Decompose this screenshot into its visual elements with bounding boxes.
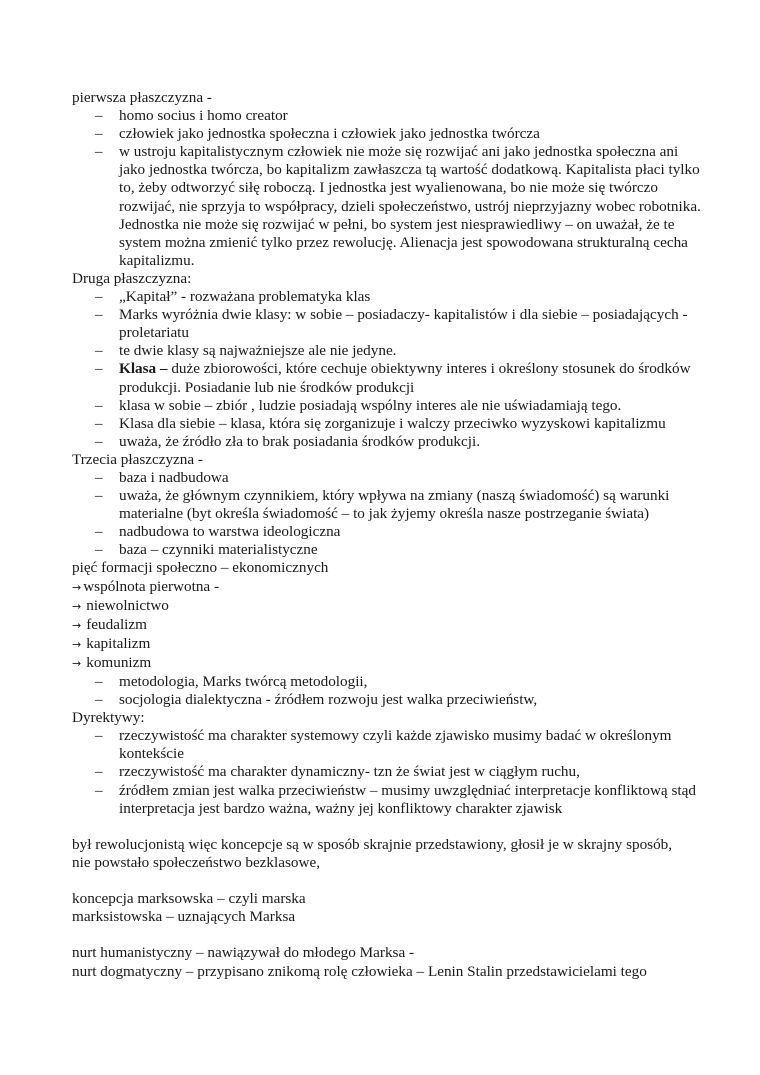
paragraph-line: marksistowska – uznających Marksa — [72, 908, 296, 926]
paragraph-line: był rewolucjonistą więc koncepcje są w sposób skrajnie przedstawiony, głosił je w skrajny sposób, — [72, 835, 673, 853]
dash-bullet-icon: – — [95, 432, 103, 450]
dash-bullet-icon: – — [95, 107, 103, 125]
arrow-right-icon: → — [72, 637, 82, 651]
directives-list — [72, 727, 702, 817]
list-item: – źródłem zmian jest walka przeciwieństw – musimy uwzględniać interpretacje konfliktową stąd interpretacja jest bardzo ważna, ważny jej konfliktowy charakter zjawisk — [95, 781, 696, 817]
dash-bullet-icon: – — [95, 781, 103, 799]
dash-bullet-icon: – — [95, 396, 103, 414]
section-heading-trzecia: Trzecia płaszczyzna - — [72, 450, 203, 468]
blank-line — [72, 926, 702, 944]
dash-bullet-icon: – — [95, 143, 103, 161]
list-item: – baza i nadbudowa — [95, 468, 229, 486]
formation-item: → kapitalizm — [72, 635, 702, 654]
dash-bullet-icon: – — [95, 523, 103, 541]
directives-heading: Dyrektywy: — [72, 709, 145, 727]
list-item: – baza – czynniki materialistyczne — [95, 541, 318, 559]
dash-bullet-icon: – — [95, 360, 103, 378]
list-item: – „Kapitał” - rozważana problematyka klas — [95, 288, 371, 306]
list-item: – w ustroju kapitalistycznym człowiek nie może się rozwijać ani jako jednostka społeczna ani jako jednostka twórcza, bo kapitalizm zawłaszcza tą wartość dodatkową. Kapitalista płaci tylko to, żeby odtworzyć siłę roboczą. I jednostka jest wyalienowana, bo nie może się twórczo rozwijać, nie sprzyja to współpracy, dzieli społeczeństwo, ustrój nieprzyjazny wobec robotnika. Jednostka nie może się rozwijać w pełni, bo system jest niesprawiedliwy – on uważał, że te system można zmienić tylko przez rewolucję. Alienacja jest spowodowana strukturalną cecha kapitalizmu. — [95, 143, 701, 269]
paragraph-line: nie powstało społeczeństwo bezklasowe, — [72, 853, 320, 871]
arrow-right-icon: → — [72, 656, 82, 670]
paragraph-line: nurt dogmatyczny – przypisano znikomą rolę człowieka – Lenin Stalin przedstawicielami tego — [72, 962, 647, 980]
formations-heading: pięć formacji społeczno – ekonomicznych — [72, 559, 329, 577]
list-item: – rzeczywistość ma charakter dynamiczny- tzn że świat jest w ciągłym ruchu, — [95, 763, 580, 781]
dash-bullet-icon: – — [95, 288, 103, 306]
section-heading-pierwsza: pierwsza płaszczyzna - — [72, 89, 212, 106]
formations-sub-list — [72, 673, 702, 709]
arrow-right-icon: → — [72, 599, 82, 613]
dash-bullet-icon: – — [95, 342, 103, 360]
dash-bullet-icon: – — [95, 306, 103, 324]
dash-bullet-icon: – — [95, 763, 103, 781]
list-item: – rzeczywistość ma charakter systemowy czyli każde zjawisko musimy badać w określonym kontekście — [95, 727, 672, 763]
list-item: – Klasa dla siebie – klasa, która się zorganizuje i walczy przeciwko wyzyskowi kapitalizmu — [95, 414, 666, 432]
dash-bullet-icon: – — [95, 673, 103, 690]
section1-list — [72, 107, 702, 270]
formation-item: → komunizm — [72, 654, 702, 673]
paragraph-line: nurt humanistyczny – nawiązywał do młodego Marksa - — [72, 944, 415, 962]
blank-line — [72, 818, 702, 836]
formation-item: → niewolnictwo — [72, 597, 702, 616]
list-item-klasa-definition: – Klasa – duże zbiorowości, które cechuje obiektywny interes i określony stosunek do środków produkcji. Posiadanie lub nie środków produkcji — [95, 360, 691, 396]
list-item: – uważa, że głównym czynnikiem, który wpływa na zmiany (naszą świadomość) są warunki materialne (byt określa świadomość – to jak żyjemy określa nasze postrzeganie świata) — [95, 487, 670, 523]
dash-bullet-icon: – — [95, 487, 103, 505]
formation-item: → wspólnota pierwotna - — [72, 578, 702, 597]
list-item: – uważa, że źródło zła to brak posiadania środków produkcji. — [95, 432, 480, 450]
list-item: – człowiek jako jednostka społeczna i człowiek jako jednostka twórcza — [95, 125, 540, 143]
formation-item: → feudalizm — [72, 616, 702, 635]
paragraph-line: koncepcja marksowska – czyli marska — [72, 890, 306, 908]
section3-list — [72, 469, 702, 559]
dash-bullet-icon: – — [95, 691, 103, 709]
list-item: – metodologia, Marks twórcą metodologii, — [95, 673, 368, 690]
list-item: – nadbudowa to warstwa ideologiczna — [95, 523, 341, 541]
dash-bullet-icon: – — [95, 414, 103, 432]
document-page — [72, 89, 702, 981]
arrow-right-icon: → — [72, 580, 82, 594]
dash-bullet-icon: – — [95, 727, 103, 745]
section-heading-druga: Druga płaszczyzna: — [72, 269, 192, 287]
list-item: – homo socius i homo creator — [95, 107, 288, 125]
list-item: – te dwie klasy są najważniejsze ale nie jedyne. — [95, 342, 397, 360]
blank-line — [72, 872, 702, 890]
list-item: – Marks wyróżnia dwie klasy: w sobie – posiadaczy- kapitalistów i dla siebie – posiadających - proletariatu — [95, 306, 688, 342]
dash-bullet-icon: – — [95, 468, 103, 486]
dash-bullet-icon: – — [95, 541, 103, 559]
arrow-right-icon: → — [72, 618, 82, 632]
list-item: – klasa w sobie – zbiór , ludzie posiadają wspólny interes ale nie uświadamiają tego. — [95, 396, 622, 414]
dash-bullet-icon: – — [95, 125, 103, 143]
term-klasa: Klasa – — [119, 360, 168, 378]
list-item: – socjologia dialektyczna - źródłem rozwoju jest walka przeciwieństw, — [95, 691, 538, 709]
section2-list — [72, 288, 702, 451]
